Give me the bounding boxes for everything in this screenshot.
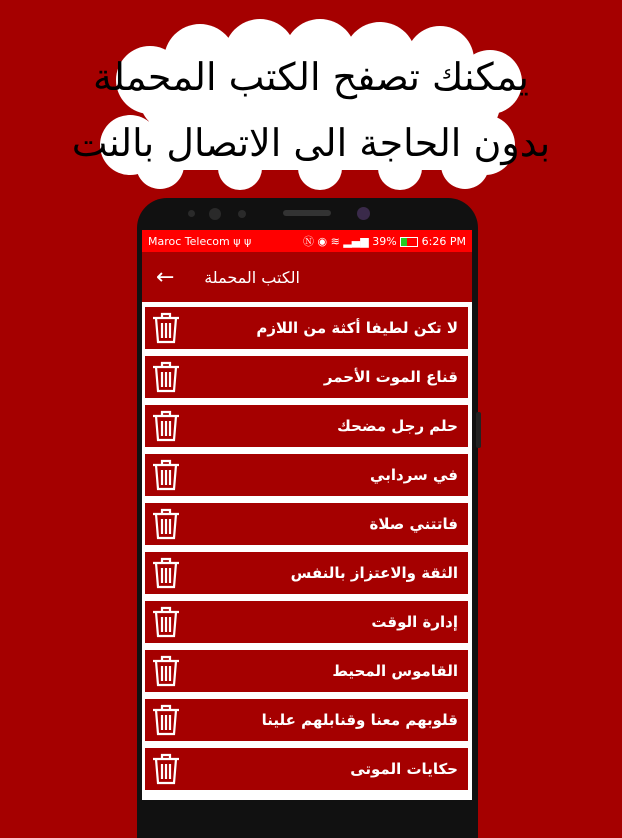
book-row[interactable] (145, 748, 468, 790)
arrow-back-icon[interactable]: ← (156, 264, 175, 290)
promo-line-1: يمكنك تصفح الكتب المحملة (93, 55, 529, 99)
book-row[interactable] (145, 307, 468, 349)
usb-icon: ψ ψ (233, 234, 252, 248)
trash-icon[interactable] (151, 410, 181, 442)
page-title: الكتب المحملة (204, 267, 300, 287)
signal-icon: ▂▄▆ (343, 235, 369, 248)
front-camera-icon (357, 207, 370, 220)
book-title: الثقة والاعتزاز بالنفس (290, 564, 458, 582)
trash-icon[interactable] (151, 557, 181, 589)
book-title: القاموس المحيط (332, 662, 458, 680)
trash-icon[interactable] (151, 655, 181, 687)
trash-icon[interactable] (151, 361, 181, 393)
book-title: قلوبهم معنا وقنابلهم علينا (261, 711, 458, 729)
book-row[interactable] (145, 699, 468, 741)
promo-line-2: بدون الحاجة الى الاتصال بالنت (71, 121, 551, 165)
book-title: فاتتني صلاة (369, 515, 458, 533)
book-row[interactable] (145, 601, 468, 643)
book-title: قناع الموت الأحمر (323, 368, 458, 386)
sensor-icon (238, 210, 246, 218)
sensor-icon (188, 210, 195, 217)
book-list (142, 302, 472, 790)
book-row[interactable] (145, 454, 468, 496)
toolbar (142, 252, 472, 302)
cloud-banner (0, 0, 622, 200)
carrier: Maroc Telecom (148, 234, 230, 248)
book-title: إدارة الوقت (371, 613, 458, 631)
battery-percent: 39% (372, 235, 397, 248)
book-row[interactable] (145, 503, 468, 545)
wifi-icon: ≋ (330, 235, 340, 248)
app-screen (142, 230, 472, 800)
battery-icon (400, 237, 418, 247)
book-row[interactable] (145, 650, 468, 692)
time: 6:26 PM (421, 235, 466, 248)
trash-icon[interactable] (151, 606, 181, 638)
trash-icon[interactable] (151, 459, 181, 491)
book-row[interactable] (145, 356, 468, 398)
trash-icon[interactable] (151, 753, 181, 785)
book-title: حكايات الموتى (350, 760, 458, 778)
phone-side-button (476, 412, 481, 448)
status-bar (142, 230, 472, 252)
book-title: لا تكن لطيفا أكثة من اللازم (256, 319, 458, 337)
nfc-icon: Ⓝ (303, 235, 314, 248)
eye-icon: ◉ (317, 235, 328, 248)
book-title: حلم رجل مضحك (337, 417, 458, 435)
book-title: في سردابي (370, 466, 458, 484)
book-row[interactable] (145, 405, 468, 447)
trash-icon[interactable] (151, 508, 181, 540)
sensor-icon (209, 208, 221, 220)
trash-icon[interactable] (151, 704, 181, 736)
phone-speaker (283, 210, 331, 216)
trash-icon[interactable] (151, 312, 181, 344)
book-row[interactable] (145, 552, 468, 594)
